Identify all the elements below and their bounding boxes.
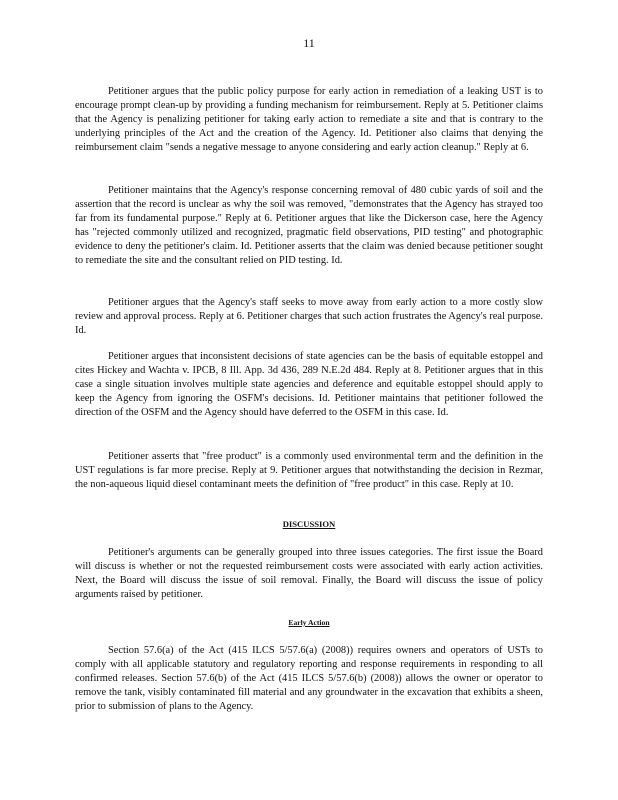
paragraph-discussion-overview: Petitioner's arguments can be generally grouped into three issues categories. The first issue the Board will discuss is whether or not the requested reimbursement costs were associated with early action activities. Next, the Board will discuss the issue of soil removal. Finally, the Board will discuss the issue of policy arguments raised by petitioner.: [75, 547, 543, 600]
early-action-heading-text: Early Action: [288, 618, 330, 627]
discussion-heading: [75, 519, 543, 529]
paragraph-public-policy: Petitioner argues that the public policy purpose for early action in remediation of a leaking UST is to encourage prompt clean-up by providing a funding mechanism for reimbursement. Reply at 5. Petitioner claims that the Agency is penalizing petitioner for taking early action to remediate a site and that is contrary to the underlying principles of the Act and the creation of the Agency. Id. Petitioner also claims that denying the reimbursement claim "sends a negative message to anyone considering and early action cleanup." Reply at 6.: [75, 86, 543, 153]
paragraph-free-product: Petitioner asserts that "free product" is a commonly used environmental term and the definition in the UST regulations is far more precise. Reply at 9. Petitioner argues that notwithstanding the decision in Rezmar, the non-aqueous liquid diesel contaminant meets the definition of "free product" in this case. Reply at 10.: [75, 451, 543, 490]
early-action-heading: [75, 618, 543, 627]
discussion-heading-text: DISCUSSION: [282, 519, 336, 529]
paragraph-early-action-argument: Petitioner argues that the Agency's staff seeks to move away from early action to a more costly slow review and approval process. Reply at 6. Petitioner charges that such action frustrates the Agency's real purpose. Id.: [75, 297, 543, 336]
paragraph-section-57-6: Section 57.6(a) of the Act (415 ILCS 5/57.6(a) (2008)) requires owners and operators of USTs to comply with all applicable statutory and regulatory reporting and response requirements in responding to all confirmed releases. Section 57.6(b) of the Act (415 ILCS 5/57.6(b) (2008)) allows the owner or operator to remove the tank, visibly contaminated fill material and any groundwater in the excavation that exhibits a sheen, prior to submission of plans to the Agency.: [75, 645, 543, 712]
paragraph-soil-removal-argument: Petitioner maintains that the Agency's response concerning removal of 480 cubic yards of soil and the assertion that the record is unclear as why the soil was removed, "demonstrates that the Agency has strayed too far from its fundamental purpose." Reply at 6. Petitioner argues that like the Dickerson case, here the Agency has "rejected commonly utilized and recognized, pragmatic field observations, PID testing" and photographic evidence to deny the petitioner's claim. Id. Petitioner asserts that the claim was denied because petitioner sought to remediate the site and the consultant relied on PID testing. Id.: [75, 185, 543, 266]
paragraph-equitable-estoppel: Petitioner argues that inconsistent decisions of state agencies can be the basis of equitable estoppel and cites Hickey and Wachta v. IPCB, 8 Ill. App. 3d 436, 289 N.E.2d 484. Reply at 8. Petitioner argues that in this case a single situation involves multiple state agencies and deference and equitable estoppel should apply to keep the Agency from ignoring the OSFM's decisions. Id. Petitioner maintains that petitioner followed the direction of the OSFM and the Agency should have deferred to the OSFM in this case. Id.: [75, 351, 543, 418]
page-number: 11: [303, 36, 315, 50]
